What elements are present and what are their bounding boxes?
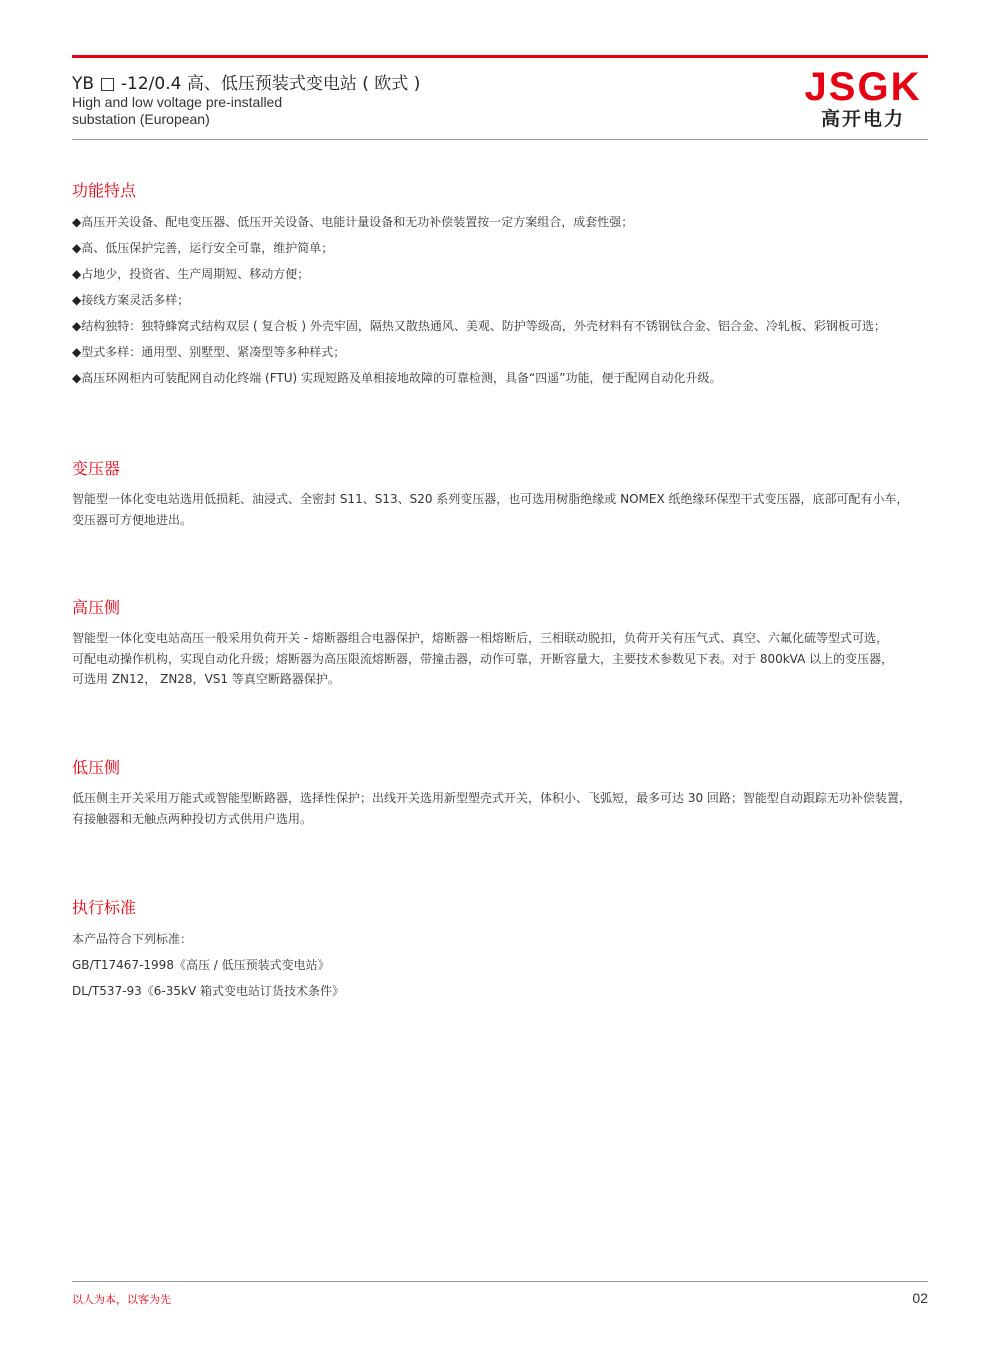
feature-text: 高、低压保护完善，运行安全可靠，维护简单； [81, 241, 334, 255]
standard-item: GB/T17467-1998《高压 / 低压预装式变电站》 [72, 958, 330, 972]
header-top-rule [72, 55, 928, 58]
subtitle-line: High and low voltage pre-installed [72, 94, 283, 110]
feature-text: 结构独特：独特蜂窝式结构双层 ( 复合板 ) 外壳牢固，隔热又散热通风、美观、防护等级高，外壳材料有不锈钢钛合金、铝合金、冷轧板、彩钢板可选； [81, 319, 886, 333]
header-divider [72, 139, 928, 140]
feature-list [72, 214, 886, 396]
page-number: 02 [912, 1290, 928, 1306]
feature-item [72, 292, 886, 318]
document-subtitle-en [72, 94, 282, 128]
paragraph-line: 低压侧主开关采用万能式或智能型断路器，选择性保护；出线开关选用新型塑壳式开关，体积小、飞弧短，最多可达 30 回路；智能型自动跟踪无功补偿装置， [72, 791, 911, 805]
logo-mark: JSGK [804, 65, 922, 109]
low-voltage-paragraph [72, 788, 928, 829]
feature-text: 高压开关设备、配电变压器、低压开关设备、电能计量设备和无功补偿装置按一定方案组合，成套性强； [81, 215, 634, 229]
feature-text: 占地少，投资省、生产周期短、移动方便； [81, 267, 310, 281]
logo-company-name: 高开电力 [820, 108, 905, 130]
company-logo [798, 66, 928, 130]
section-heading-transformer: 变压器 [72, 459, 121, 478]
section-heading-low-voltage: 低压侧 [72, 758, 121, 777]
diamond-bullet-icon: ◆ [72, 371, 82, 385]
diamond-bullet-icon: ◆ [72, 319, 82, 333]
paragraph-line: 智能型一体化变电站高压一般采用负荷开关 - 熔断器组合电器保护，熔断器一相熔断后，三相联动脱扣，负荷开关有压气式、真空、六氟化硫等型式可选， [72, 631, 888, 645]
paragraph-line: 可选用 ZN12， ZN28，VS1 等真空断路器保护。 [72, 672, 340, 686]
section-heading-features: 功能特点 [72, 181, 137, 200]
paragraph-line: 变压器可方便地进出。 [72, 512, 193, 527]
paragraph-line: 可配电动操作机构，实现自动化升级；熔断器为高压限流熔断器，带撞击器，动作可靠，开断容量大，主要技术参数见下表。对于 800kVA 以上的变压器， [72, 651, 894, 666]
paragraph-line: 有接触器和无触点两种投切方式供用户选用。 [72, 811, 313, 826]
footer-slogan: 以人为本，以客为先 [72, 1293, 171, 1306]
diamond-bullet-icon: ◆ [72, 241, 82, 255]
feature-item [72, 266, 886, 292]
feature-item [72, 318, 886, 344]
section-heading-high-voltage: 高压侧 [72, 598, 121, 617]
feature-item [72, 240, 886, 266]
section-heading-standards: 执行标准 [72, 898, 137, 917]
feature-item [72, 344, 886, 370]
paragraph-line: 智能型一体化变电站选用低损耗、油浸式、全密封 S11、S13、S20 系列变压器，也可选用树脂绝缘或 NOMEX 纸绝缘环保型干式变压器，底部可配有小车， [72, 492, 909, 506]
feature-text: 高压环网柜内可装配网自动化终端 (FTU) 实现短路及单相接地故障的可靠检测，具备“四遥”功能，便于配网自动化升级。 [81, 371, 722, 385]
diamond-bullet-icon: ◆ [72, 215, 82, 229]
feature-text: 型式多样：通用型、别墅型、紧凑型等多种样式； [81, 345, 346, 359]
footer-divider [72, 1281, 928, 1282]
feature-item [72, 214, 886, 240]
diamond-bullet-icon: ◆ [72, 267, 82, 281]
high-voltage-paragraph [72, 628, 928, 690]
standards-list [72, 931, 344, 1009]
feature-item [72, 370, 886, 396]
document-title: YB □ -12/0.4 高、低压预装式变电站 ( 欧式 ) [72, 74, 421, 94]
standards-intro: 本产品符合下列标准： [72, 932, 193, 946]
transformer-paragraph [72, 489, 928, 530]
standard-item: DL/T537-93《6-35kV 箱式变电站订货技术条件》 [72, 984, 345, 998]
feature-text: 接线方案灵活多样； [81, 293, 190, 307]
diamond-bullet-icon: ◆ [72, 293, 82, 307]
subtitle-line: substation (European) [72, 111, 210, 127]
diamond-bullet-icon: ◆ [72, 345, 82, 359]
